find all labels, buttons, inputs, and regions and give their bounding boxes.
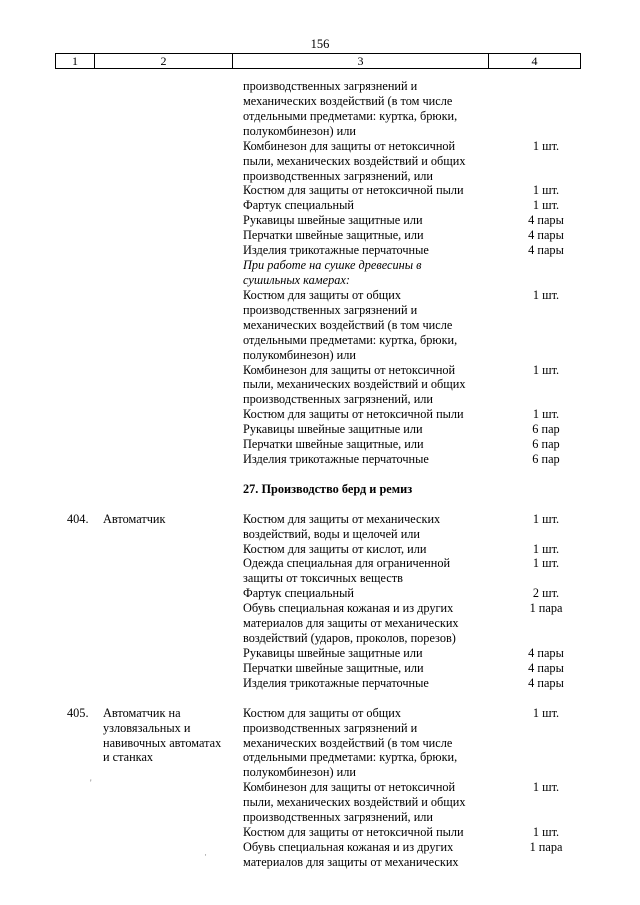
scan-mark: · [204, 850, 207, 860]
table-row [0, 437, 640, 452]
ppe-item: производственных загрязнений, или [243, 392, 434, 407]
table-row [0, 840, 640, 855]
ppe-item: производственных загрязнений и [243, 302, 418, 317]
table-row [0, 691, 640, 706]
ppe-item: Фартук специальный [243, 198, 354, 213]
ppe-item: механических воздействий (в том числе [243, 735, 453, 750]
column-header-table [55, 53, 581, 69]
ppe-quantity: 1 шт. [532, 705, 560, 720]
table-row [0, 154, 640, 169]
ppe-item: отдельными предметами: куртка, брюки, [243, 750, 458, 765]
table-row [0, 721, 640, 736]
ppe-item: Рукавицы швейные защитные или [243, 646, 423, 660]
ppe-item: производственных загрязнений, или [243, 168, 434, 183]
ppe-item: Фартук специальный [243, 586, 354, 601]
table-row [0, 646, 640, 661]
table-row [0, 736, 640, 751]
table-row [0, 855, 640, 870]
ppe-item: Обувь специальная кожаная и из других [243, 839, 454, 854]
column-header-2: 2 [95, 54, 233, 69]
ppe-item: защиты от токсичных веществ [243, 571, 403, 586]
table-row [0, 273, 640, 288]
table-row [0, 676, 640, 691]
entry-number: 404. [67, 511, 89, 526]
table-row [0, 198, 640, 213]
ppe-quantity: 4 пары [528, 646, 564, 660]
table-row [0, 706, 640, 721]
table-row [0, 452, 640, 467]
table-row [0, 169, 640, 184]
column-header-3: 3 [233, 54, 489, 69]
ppe-quantity: 1 шт. [532, 511, 560, 526]
ppe-quantity: 1 шт. [532, 407, 560, 422]
ppe-quantity: 6 пар [532, 422, 560, 437]
table-row [0, 124, 640, 139]
ppe-item: Перчатки швейные защитные, или [243, 437, 424, 452]
table-row [0, 780, 640, 795]
ppe-item: воздействий, воды и щелочей или [243, 526, 421, 541]
ppe-item: Изделия трикотажные перчаточные [243, 243, 429, 258]
entry-number: 405. [67, 705, 89, 720]
table-row [0, 407, 640, 422]
ppe-item: воздействий (ударов, проколов, порезов) [243, 631, 456, 645]
table-row [0, 571, 640, 586]
profession-name: и станках [103, 750, 154, 765]
table-row [0, 467, 640, 482]
profession-name: навивочных автоматах [103, 735, 222, 750]
table-row [0, 243, 640, 258]
ppe-item: отдельными предметами: куртка, брюки, [243, 108, 458, 123]
ppe-item: материалов для защиты от механических [243, 854, 459, 869]
table-row [0, 825, 640, 840]
ppe-item: пыли, механических воздействий и общих [243, 377, 466, 392]
ppe-item: производственных загрязнений и [243, 79, 418, 93]
table-row [0, 542, 640, 557]
ppe-item: полукомбинезон) или [243, 347, 356, 362]
table-row [0, 556, 640, 571]
ppe-quantity: 1 пара [529, 839, 563, 854]
ppe-quantity: 4 пары [528, 675, 564, 690]
table-row [0, 139, 640, 154]
table-row [0, 795, 640, 810]
table-row [0, 661, 640, 676]
ppe-item: механических воздействий (в том числе [243, 93, 453, 108]
section-heading [0, 482, 640, 497]
column-header-1: 1 [56, 54, 95, 69]
ppe-item: Рукавицы швейные защитные или [243, 213, 423, 228]
table-row [0, 616, 640, 631]
ppe-quantity: 1 шт. [532, 780, 560, 795]
ppe-quantity: 1 шт. [532, 541, 560, 556]
ppe-item: полукомбинезон) или [243, 123, 356, 138]
table-row [0, 810, 640, 825]
column-header-4: 4 [489, 54, 581, 69]
ppe-item: Костюм для защиты от кислот, или [243, 541, 427, 556]
table-row [0, 497, 640, 512]
ppe-item: Комбинезон для защиты от нетоксичной [243, 138, 456, 153]
table-row [0, 377, 640, 392]
scan-mark: ' [90, 778, 92, 788]
ppe-item: производственных загрязнений и [243, 720, 418, 735]
ppe-item: Перчатки швейные защитные, или [243, 660, 424, 675]
table-row [0, 333, 640, 348]
ppe-quantity: 1 пара [529, 601, 563, 616]
ppe-item: материалов для защиты от механических [243, 616, 459, 631]
ppe-quantity: 1 шт. [532, 825, 560, 839]
table-row [0, 228, 640, 243]
ppe-item: Рукавицы швейные защитные или [243, 422, 423, 437]
table-row [0, 586, 640, 601]
ppe-item: пыли, механических воздействий и общих [243, 153, 466, 168]
ppe-item: При работе на сушке древесины в [243, 258, 422, 272]
ppe-quantity: 4 пары [528, 213, 564, 228]
table-row [0, 348, 640, 363]
table-row [0, 109, 640, 124]
table-row [0, 512, 640, 527]
table-row [0, 318, 640, 333]
ppe-item: 27. Производство берд и ремиз [243, 481, 413, 496]
ppe-quantity: 4 пары [528, 660, 564, 675]
ppe-item: Комбинезон для защиты от нетоксичной [243, 780, 456, 795]
ppe-item: Костюм для защиты от общих [243, 705, 401, 720]
profession-name: Автоматчик на [103, 705, 181, 720]
ppe-item: Костюм для защиты от общих [243, 287, 401, 302]
profession-name: узловязальных и [103, 720, 191, 735]
ppe-item: отдельными предметами: куртка, брюки, [243, 332, 458, 347]
table-row [0, 288, 640, 303]
table-row [0, 303, 640, 318]
ppe-item: Изделия трикотажные перчаточные [243, 675, 429, 690]
table-row [0, 750, 640, 765]
ppe-item: Костюм для защиты от нетоксичной пыли [243, 407, 464, 422]
ppe-item: производственных загрязнений, или [243, 810, 434, 825]
ppe-item: Костюм для защиты от механических [243, 511, 441, 526]
table-row [0, 422, 640, 437]
ppe-quantity: 1 шт. [532, 287, 560, 302]
ppe-quantity: 4 пары [528, 243, 564, 258]
ppe-quantity: 1 шт. [532, 138, 560, 153]
profession-name: Автоматчик [103, 511, 166, 526]
ppe-quantity: 1 шт. [532, 183, 560, 198]
ppe-quantity: 6 пар [532, 437, 560, 452]
ppe-item: Перчатки швейные защитные, или [243, 228, 424, 243]
table-row [0, 392, 640, 407]
ppe-quantity: 1 шт. [532, 362, 560, 377]
table-row [0, 765, 640, 780]
ppe-quantity: 1 шт. [532, 556, 560, 571]
ppe-item: механических воздействий (в том числе [243, 317, 453, 332]
ppe-quantity: 4 пары [528, 228, 564, 243]
table-row [0, 601, 640, 616]
ppe-item: пыли, механических воздействий и общих [243, 795, 466, 810]
ppe-quantity: 1 шт. [532, 198, 560, 213]
table-row [0, 79, 640, 94]
ppe-item: Изделия трикотажные перчаточные [243, 452, 429, 466]
ppe-item: Обувь специальная кожаная и из других [243, 601, 454, 616]
table-row [0, 527, 640, 542]
ppe-item: полукомбинезон) или [243, 765, 356, 780]
ppe-item: Костюм для защиты от нетоксичной пыли [243, 183, 464, 198]
table-row [0, 94, 640, 109]
ppe-quantity: 2 шт. [532, 586, 560, 601]
ppe-quantity: 6 пар [532, 452, 560, 466]
ppe-item: Одежда специальная для ограниченной [243, 556, 451, 571]
ppe-item: Костюм для защиты от нетоксичной пыли [243, 825, 464, 839]
table-row [0, 258, 640, 273]
table-row [0, 363, 640, 378]
table-row [0, 213, 640, 228]
table-row [0, 631, 640, 646]
table-row [0, 183, 640, 198]
ppe-item: сушильных камерах: [243, 273, 350, 287]
ppe-item: Комбинезон для защиты от нетоксичной [243, 362, 456, 377]
page-number: 156 [310, 37, 330, 51]
